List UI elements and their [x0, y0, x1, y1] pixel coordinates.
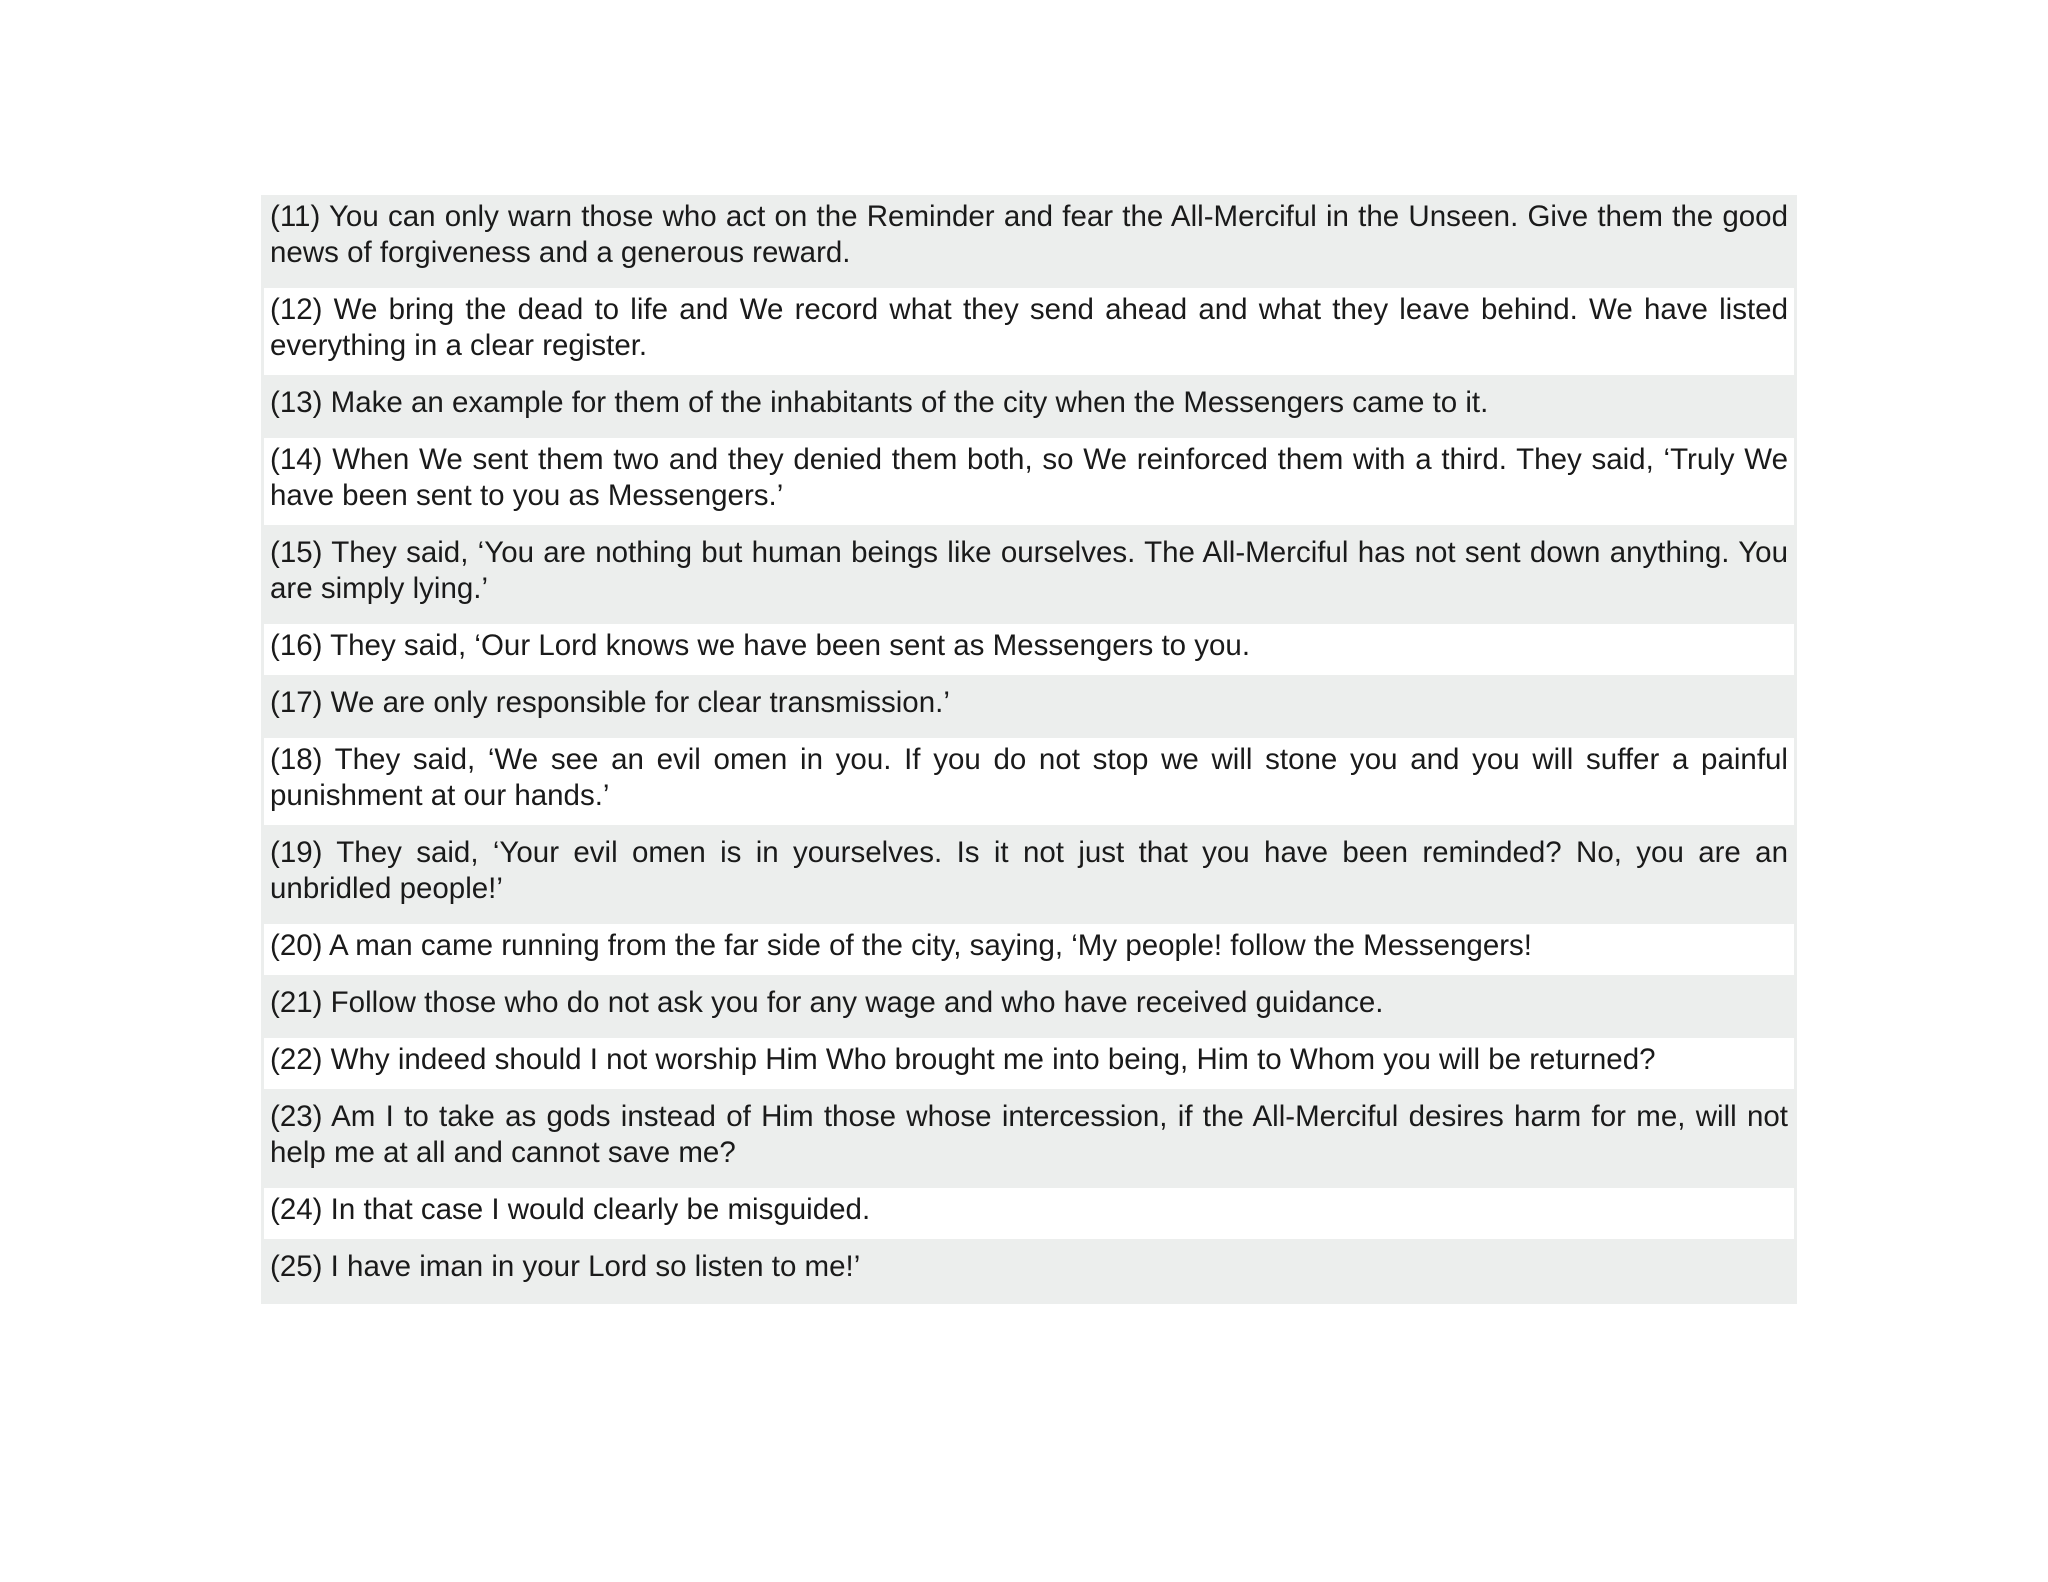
verse-row: (11) You can only warn those who act on the Reminder and fear the All-Merciful in the Unseen. Give them the good news of forgiveness and a generous reward. [264, 195, 1794, 282]
verse-row: (18) They said, ‘We see an evil omen in you. If you do not stop we will stone you and you will suffer a painful punishment at our hands.’ [264, 738, 1794, 825]
verse-row: (20) A man came running from the far side of the city, saying, ‘My people! follow the Messengers! [264, 924, 1794, 975]
verse-row: (21) Follow those who do not ask you for any wage and who have received guidance. [264, 981, 1794, 1032]
verse-table [261, 195, 1797, 1304]
verse-row: (15) They said, ‘You are nothing but human beings like ourselves. The All-Merciful has not sent down anything. You are simply lying.’ [264, 531, 1794, 618]
verse-row: (12) We bring the dead to life and We record what they send ahead and what they leave behind. We have listed everything in a clear register. [264, 288, 1794, 375]
verse-row: (17) We are only responsible for clear transmission.’ [264, 681, 1794, 732]
verse-row: (22) Why indeed should I not worship Him Who brought me into being, Him to Whom you will be returned? [264, 1038, 1794, 1089]
verse-row: (25) I have iman in your Lord so listen to me!’ [264, 1245, 1794, 1296]
verse-row: (16) They said, ‘Our Lord knows we have been sent as Messengers to you. [264, 624, 1794, 675]
verse-row: (23) Am I to take as gods instead of Him those whose intercession, if the All-Merciful desires harm for me, will not help me at all and cannot save me? [264, 1095, 1794, 1182]
verse-row: (14) When We sent them two and they denied them both, so We reinforced them with a third. They said, ‘Truly We have been sent to you as Messengers.’ [264, 438, 1794, 525]
verse-row: (13) Make an example for them of the inhabitants of the city when the Messengers came to it. [264, 381, 1794, 432]
verse-row: (24) In that case I would clearly be misguided. [264, 1188, 1794, 1239]
verse-row: (19) They said, ‘Your evil omen is in yourselves. Is it not just that you have been reminded? No, you are an unbridled people!’ [264, 831, 1794, 918]
